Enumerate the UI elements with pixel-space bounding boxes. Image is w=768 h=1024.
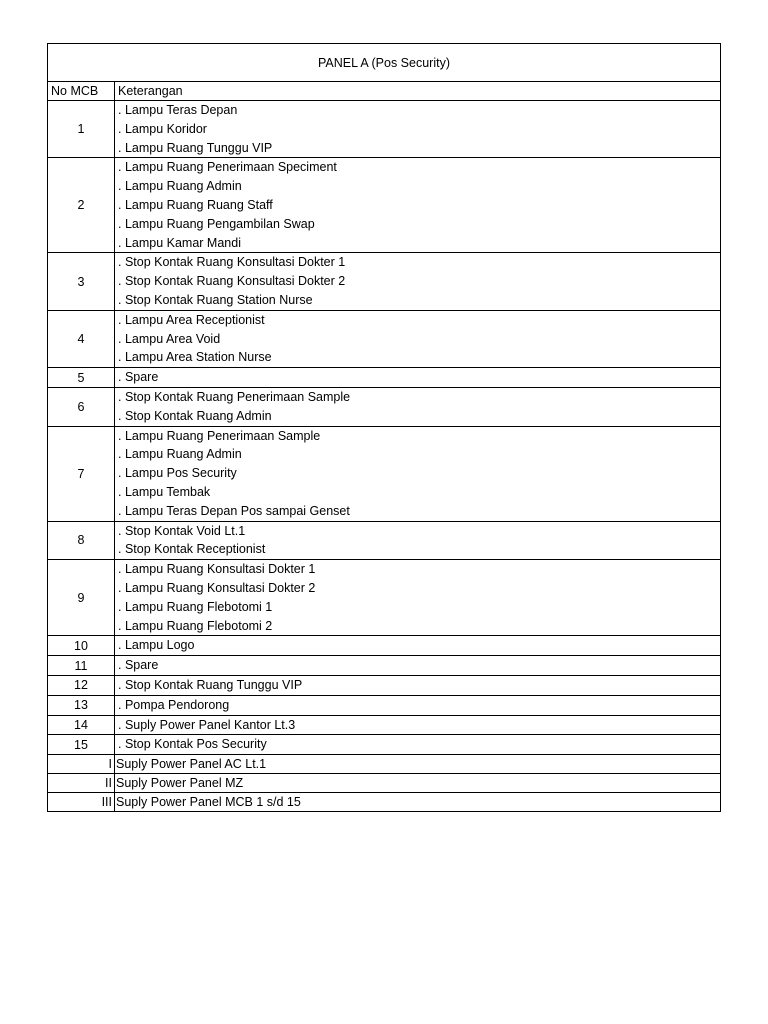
load-item: . Lampu Ruang Penerimaan Speciment xyxy=(118,160,337,175)
feeder-row xyxy=(48,774,721,793)
feeder-row xyxy=(48,755,721,774)
table-row xyxy=(48,656,721,676)
table-row xyxy=(48,426,721,521)
mcb-description xyxy=(115,521,721,560)
load-item: . Stop Kontak Receptionist xyxy=(118,542,266,557)
mcb-number: 12 xyxy=(48,675,115,695)
mcb-description xyxy=(115,656,721,676)
load-item: . Stop Kontak Ruang Penerimaan Sample xyxy=(118,389,351,404)
header-row xyxy=(48,82,721,101)
load-item: . Lampu Logo xyxy=(118,638,195,653)
load-item: . Lampu Ruang Tunggu VIP xyxy=(118,140,273,155)
mcb-description xyxy=(115,387,721,426)
panel-table xyxy=(47,43,721,812)
load-item: . Lampu Area Receptionist xyxy=(118,312,265,327)
panel-title: PANEL A (Pos Security) xyxy=(48,44,721,82)
load-item: . Lampu Area Void xyxy=(118,331,221,346)
mcb-number: 15 xyxy=(48,735,115,755)
feeder-number: II xyxy=(48,774,115,793)
table-row xyxy=(48,368,721,388)
header-keterangan: Keterangan xyxy=(115,82,721,101)
load-item: . Lampu Area Station Nurse xyxy=(118,350,272,365)
feeder-number: I xyxy=(48,755,115,774)
mcb-description xyxy=(115,636,721,656)
mcb-number: 5 xyxy=(48,368,115,388)
load-item: . Pompa Pendorong xyxy=(118,697,230,712)
mcb-description xyxy=(115,426,721,521)
mcb-number: 8 xyxy=(48,521,115,560)
feeder-number: III xyxy=(48,793,115,812)
table-row xyxy=(48,675,721,695)
panel-table-body xyxy=(48,44,721,812)
mcb-description xyxy=(115,101,721,158)
load-item: . Lampu Teras Depan xyxy=(118,103,238,117)
feeder-description: Suply Power Panel AC Lt.1 xyxy=(115,755,721,774)
load-item: . Stop Kontak Void Lt.1 xyxy=(118,523,246,538)
load-item: . Lampu Pos Security xyxy=(118,466,237,481)
load-item: . Lampu Ruang Penerimaan Sample xyxy=(118,428,321,443)
feeder-description: Suply Power Panel MZ xyxy=(115,774,721,793)
header-no-mcb: No MCB xyxy=(48,82,115,101)
mcb-description xyxy=(115,715,721,735)
load-item: . Spare xyxy=(118,658,159,673)
load-item: . Lampu Koridor xyxy=(118,121,207,136)
load-item: . Suply Power Panel Kantor Lt.3 xyxy=(118,717,296,732)
load-item: . Lampu Teras Depan Pos sampai Genset xyxy=(118,503,350,518)
table-row xyxy=(48,695,721,715)
mcb-description xyxy=(115,560,721,636)
mcb-description xyxy=(115,158,721,253)
load-item: . Stop Kontak Ruang Station Nurse xyxy=(118,292,313,307)
load-item: . Lampu Ruang Konsultasi Dokter 1 xyxy=(118,562,316,577)
load-item: . Lampu Ruang Konsultasi Dokter 2 xyxy=(118,580,316,595)
mcb-number: 13 xyxy=(48,695,115,715)
mcb-number: 14 xyxy=(48,715,115,735)
mcb-number: 6 xyxy=(48,387,115,426)
load-item: . Stop Kontak Ruang Konsultasi Dokter 1 xyxy=(118,255,346,270)
load-item: . Stop Kontak Ruang Admin xyxy=(118,408,272,423)
table-row xyxy=(48,158,721,253)
load-item: . Lampu Ruang Flebotomi 1 xyxy=(118,599,273,614)
feeder-description: Suply Power Panel MCB 1 s/d 15 xyxy=(115,793,721,812)
table-row xyxy=(48,521,721,560)
table-row xyxy=(48,735,721,755)
load-item: . Lampu Ruang Ruang Staff xyxy=(118,197,273,212)
load-item: . Stop Kontak Ruang Konsultasi Dokter 2 xyxy=(118,274,346,289)
mcb-description xyxy=(115,310,721,367)
mcb-description xyxy=(115,675,721,695)
mcb-number: 10 xyxy=(48,636,115,656)
table-row xyxy=(48,715,721,735)
table-row xyxy=(48,310,721,367)
table-row xyxy=(48,560,721,636)
load-item: . Stop Kontak Ruang Tunggu VIP xyxy=(118,677,303,692)
load-item: . Lampu Ruang Admin xyxy=(118,179,242,194)
mcb-description xyxy=(115,695,721,715)
mcb-number: 4 xyxy=(48,310,115,367)
load-item: . Spare xyxy=(118,370,159,385)
mcb-number: 9 xyxy=(48,560,115,636)
load-item: . Lampu Ruang Pengambilan Swap xyxy=(118,216,315,231)
mcb-number: 3 xyxy=(48,253,115,310)
load-item: . Lampu Ruang Flebotomi 2 xyxy=(118,618,273,633)
mcb-number: 11 xyxy=(48,656,115,676)
feeder-row xyxy=(48,793,721,812)
mcb-description xyxy=(115,368,721,388)
mcb-description xyxy=(115,735,721,755)
load-item: . Lampu Ruang Admin xyxy=(118,447,242,462)
load-item: . Lampu Tembak xyxy=(118,484,211,499)
mcb-number: 7 xyxy=(48,426,115,521)
mcb-description xyxy=(115,253,721,310)
table-row xyxy=(48,101,721,158)
load-item: . Lampu Kamar Mandi xyxy=(118,235,241,250)
table-row xyxy=(48,387,721,426)
table-row xyxy=(48,636,721,656)
title-row xyxy=(48,44,721,82)
table-row xyxy=(48,253,721,310)
mcb-number: 1 xyxy=(48,101,115,158)
load-item: . Stop Kontak Pos Security xyxy=(118,737,267,752)
mcb-number: 2 xyxy=(48,158,115,253)
